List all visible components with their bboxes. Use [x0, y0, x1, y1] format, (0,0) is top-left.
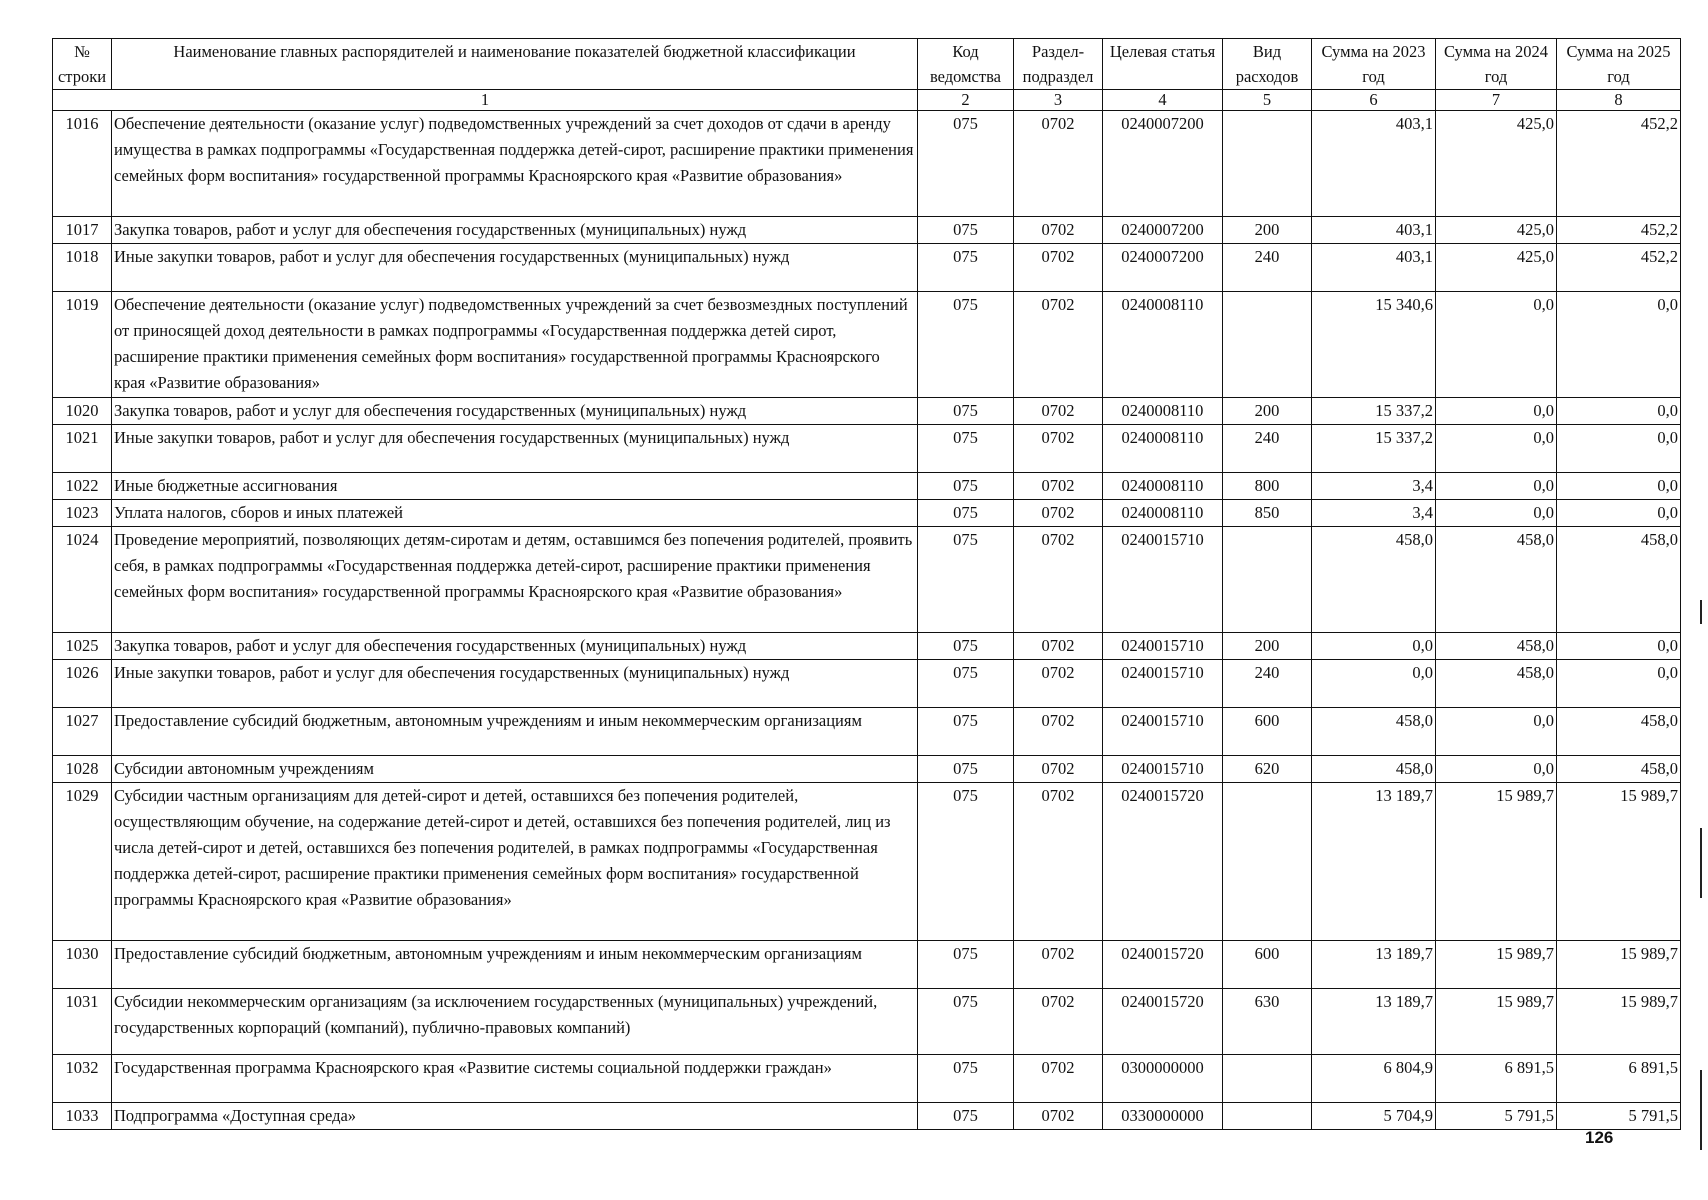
row-target: 0240015720 [1103, 989, 1223, 1055]
row-section: 0702 [1014, 425, 1103, 473]
row-sum-2024: 425,0 [1436, 244, 1557, 292]
row-sum-2025: 15 989,7 [1557, 941, 1681, 989]
row-kind [1223, 527, 1312, 633]
table-row [53, 292, 1681, 398]
row-number: 1026 [53, 660, 112, 708]
column-number: 5 [1223, 90, 1312, 111]
row-target: 0240015720 [1103, 783, 1223, 941]
row-sum-2024: 458,0 [1436, 527, 1557, 633]
row-sum-2023: 0,0 [1312, 660, 1436, 708]
row-sum-2024: 458,0 [1436, 660, 1557, 708]
table-row [53, 1103, 1681, 1130]
row-sum-2023: 403,1 [1312, 111, 1436, 217]
row-sum-2025: 0,0 [1557, 660, 1681, 708]
row-dept-code: 075 [918, 500, 1014, 527]
row-target: 0330000000 [1103, 1103, 1223, 1130]
row-number: 1019 [53, 292, 112, 398]
page-number: 126 [1585, 1128, 1614, 1147]
row-section: 0702 [1014, 500, 1103, 527]
scan-edge-mark [1700, 1070, 1702, 1150]
row-number: 1016 [53, 111, 112, 217]
row-sum-2025: 5 791,5 [1557, 1103, 1681, 1130]
row-name: Проведение мероприятий, позволяющих детям-сиротам и детям, оставшимся без попечения родителей, проявить себя, в рамках подпрограммы «Государственная поддержка детей-сирот, расширение практики применения семейных форм воспитания» государственной программы Красноярского края «Развитие образования» [112, 527, 918, 633]
row-dept-code: 075 [918, 989, 1014, 1055]
row-sum-2024: 458,0 [1436, 633, 1557, 660]
header-row-no: № строки [53, 39, 112, 90]
row-number: 1021 [53, 425, 112, 473]
row-kind: 850 [1223, 500, 1312, 527]
row-dept-code: 075 [918, 1103, 1014, 1130]
table-row [53, 217, 1681, 244]
row-target: 0240008110 [1103, 292, 1223, 398]
row-sum-2024: 0,0 [1436, 500, 1557, 527]
row-name: Иные закупки товаров, работ и услуг для обеспечения государственных (муниципальных) нужд [112, 244, 918, 292]
row-sum-2023: 13 189,7 [1312, 989, 1436, 1055]
row-target: 0240015710 [1103, 660, 1223, 708]
row-sum-2025: 0,0 [1557, 398, 1681, 425]
row-section: 0702 [1014, 989, 1103, 1055]
row-sum-2023: 3,4 [1312, 473, 1436, 500]
row-number: 1030 [53, 941, 112, 989]
row-dept-code: 075 [918, 756, 1014, 783]
row-dept-code: 075 [918, 111, 1014, 217]
row-number: 1020 [53, 398, 112, 425]
row-target: 0240008110 [1103, 500, 1223, 527]
row-target: 0240008110 [1103, 473, 1223, 500]
row-dept-code: 075 [918, 292, 1014, 398]
row-sum-2024: 0,0 [1436, 425, 1557, 473]
row-name: Уплата налогов, сборов и иных платежей [112, 500, 918, 527]
table-row [53, 425, 1681, 473]
row-sum-2024: 0,0 [1436, 398, 1557, 425]
row-dept-code: 075 [918, 708, 1014, 756]
row-sum-2023: 458,0 [1312, 527, 1436, 633]
row-number: 1028 [53, 756, 112, 783]
scan-edge-mark [1700, 828, 1702, 898]
table-row [53, 989, 1681, 1055]
row-section: 0702 [1014, 473, 1103, 500]
row-sum-2023: 15 337,2 [1312, 398, 1436, 425]
row-dept-code: 075 [918, 941, 1014, 989]
row-target: 0240007200 [1103, 217, 1223, 244]
row-sum-2024: 0,0 [1436, 708, 1557, 756]
row-number: 1017 [53, 217, 112, 244]
row-target: 0240015710 [1103, 708, 1223, 756]
table-row [53, 941, 1681, 989]
row-sum-2023: 15 340,6 [1312, 292, 1436, 398]
row-name: Иные закупки товаров, работ и услуг для обеспечения государственных (муниципальных) нужд [112, 660, 918, 708]
row-sum-2025: 452,2 [1557, 111, 1681, 217]
row-dept-code: 075 [918, 783, 1014, 941]
row-sum-2023: 15 337,2 [1312, 425, 1436, 473]
row-target: 0240008110 [1103, 398, 1223, 425]
table-row [53, 111, 1681, 217]
row-sum-2025: 458,0 [1557, 527, 1681, 633]
row-dept-code: 075 [918, 1055, 1014, 1103]
column-number: 2 [918, 90, 1014, 111]
row-dept-code: 075 [918, 425, 1014, 473]
row-number: 1029 [53, 783, 112, 941]
row-sum-2023: 3,4 [1312, 500, 1436, 527]
row-kind: 240 [1223, 244, 1312, 292]
row-kind: 600 [1223, 941, 1312, 989]
header-sum-2024: Сумма на 2024 год [1436, 39, 1557, 90]
row-section: 0702 [1014, 292, 1103, 398]
row-sum-2024: 0,0 [1436, 473, 1557, 500]
row-sum-2023: 458,0 [1312, 708, 1436, 756]
row-target: 0240007200 [1103, 244, 1223, 292]
row-number: 1023 [53, 500, 112, 527]
row-sum-2023: 458,0 [1312, 756, 1436, 783]
row-sum-2025: 0,0 [1557, 292, 1681, 398]
row-sum-2025: 0,0 [1557, 633, 1681, 660]
row-name: Закупка товаров, работ и услуг для обеспечения государственных (муниципальных) нужд [112, 633, 918, 660]
header-sum-2023: Сумма на 2023 год [1312, 39, 1436, 90]
row-dept-code: 075 [918, 473, 1014, 500]
row-dept-code: 075 [918, 633, 1014, 660]
table-row [53, 633, 1681, 660]
header-name: Наименование главных распорядителей и наименование показателей бюджетной классификации [112, 39, 918, 90]
row-sum-2025: 458,0 [1557, 756, 1681, 783]
row-sum-2024: 0,0 [1436, 756, 1557, 783]
row-kind: 200 [1223, 633, 1312, 660]
header-kind: Вид расходов [1223, 39, 1312, 90]
column-number: 7 [1436, 90, 1557, 111]
row-section: 0702 [1014, 111, 1103, 217]
row-section: 0702 [1014, 756, 1103, 783]
row-sum-2024: 15 989,7 [1436, 783, 1557, 941]
row-name: Субсидии автономным учреждениям [112, 756, 918, 783]
row-kind: 200 [1223, 398, 1312, 425]
row-sum-2023: 6 804,9 [1312, 1055, 1436, 1103]
row-name: Предоставление субсидий бюджетным, автономным учреждениям и иным некоммерческим организациям [112, 708, 918, 756]
row-sum-2024: 5 791,5 [1436, 1103, 1557, 1130]
row-name: Субсидии некоммерческим организациям (за исключением государственных (муниципальных) учреждений, государственных корпораций (компаний), публично-правовых компаний) [112, 989, 918, 1055]
column-number: 4 [1103, 90, 1223, 111]
row-kind: 240 [1223, 425, 1312, 473]
row-dept-code: 075 [918, 660, 1014, 708]
row-section: 0702 [1014, 783, 1103, 941]
row-dept-code: 075 [918, 527, 1014, 633]
row-name: Субсидии частным организациям для детей-сирот и детей, оставшихся без попечения родителей, осуществляющим обучение, на содержание детей-сирот и детей, оставшихся без попечения родителей, лиц из числа детей-сирот и детей, оставшихся без попечения родителей, в рамках подпрограммы «Государственная поддержка детей-сирот, расширение практики применения семейных форм воспитания» государственной программы Красноярского края «Развитие образования» [112, 783, 918, 941]
row-kind: 240 [1223, 660, 1312, 708]
table-row [53, 244, 1681, 292]
row-sum-2023: 5 704,9 [1312, 1103, 1436, 1130]
row-number: 1018 [53, 244, 112, 292]
row-section: 0702 [1014, 217, 1103, 244]
table-row [53, 783, 1681, 941]
row-section: 0702 [1014, 633, 1103, 660]
table-row [53, 398, 1681, 425]
column-number: 3 [1014, 90, 1103, 111]
row-sum-2023: 403,1 [1312, 244, 1436, 292]
row-kind [1223, 1103, 1312, 1130]
table-row [53, 527, 1681, 633]
row-number: 1027 [53, 708, 112, 756]
row-sum-2025: 452,2 [1557, 244, 1681, 292]
header-row [53, 39, 1681, 90]
header-sum-2025: Сумма на 2025 год [1557, 39, 1681, 90]
header-dept-code: Код ведомства [918, 39, 1014, 90]
row-name: Обеспечение деятельности (оказание услуг) подведомственных учреждений за счет доходов от сдачи в аренду имущества в рамках подпрограммы «Государственная поддержка детей-сирот, расширение практики применения семейных форм воспитания» государственной программы Красноярского края «Развитие образования» [112, 111, 918, 217]
row-number: 1031 [53, 989, 112, 1055]
row-sum-2025: 0,0 [1557, 473, 1681, 500]
row-number: 1032 [53, 1055, 112, 1103]
row-section: 0702 [1014, 244, 1103, 292]
column-number: 8 [1557, 90, 1681, 111]
row-name: Иные бюджетные ассигнования [112, 473, 918, 500]
row-name: Обеспечение деятельности (оказание услуг) подведомственных учреждений за счет безвозмездных поступлений от приносящей доход деятельности в рамках подпрограммы «Государственная поддержка детей сирот, расширение практики применения семейных форм воспитания» государственной программы Красноярского края «Развитие образования» [112, 292, 918, 398]
row-sum-2024: 6 891,5 [1436, 1055, 1557, 1103]
row-section: 0702 [1014, 1055, 1103, 1103]
row-kind [1223, 1055, 1312, 1103]
row-name: Подпрограмма «Доступная среда» [112, 1103, 918, 1130]
row-sum-2025: 0,0 [1557, 425, 1681, 473]
column-number-row [53, 90, 1681, 111]
row-kind: 200 [1223, 217, 1312, 244]
row-sum-2024: 15 989,7 [1436, 941, 1557, 989]
row-dept-code: 075 [918, 217, 1014, 244]
row-target: 0240015710 [1103, 633, 1223, 660]
row-sum-2023: 13 189,7 [1312, 941, 1436, 989]
table-body [53, 111, 1681, 1130]
row-target: 0240007200 [1103, 111, 1223, 217]
table-row [53, 500, 1681, 527]
row-kind: 800 [1223, 473, 1312, 500]
column-number: 1 [53, 90, 918, 111]
row-sum-2025: 0,0 [1557, 500, 1681, 527]
row-kind [1223, 783, 1312, 941]
budget-table [52, 38, 1681, 1130]
column-number: 6 [1312, 90, 1436, 111]
row-sum-2025: 458,0 [1557, 708, 1681, 756]
table-row [53, 660, 1681, 708]
row-number: 1025 [53, 633, 112, 660]
row-name: Предоставление субсидий бюджетным, автономным учреждениям и иным некоммерческим организациям [112, 941, 918, 989]
row-sum-2025: 15 989,7 [1557, 783, 1681, 941]
row-kind: 630 [1223, 989, 1312, 1055]
row-section: 0702 [1014, 398, 1103, 425]
scan-edge-mark [1700, 600, 1702, 624]
row-sum-2025: 452,2 [1557, 217, 1681, 244]
row-sum-2024: 425,0 [1436, 217, 1557, 244]
row-target: 0240015710 [1103, 527, 1223, 633]
row-dept-code: 075 [918, 398, 1014, 425]
row-section: 0702 [1014, 527, 1103, 633]
row-target: 0240015710 [1103, 756, 1223, 783]
row-name: Закупка товаров, работ и услуг для обеспечения государственных (муниципальных) нужд [112, 217, 918, 244]
row-kind [1223, 292, 1312, 398]
row-name: Государственная программа Красноярского края «Развитие системы социальной поддержки граждан» [112, 1055, 918, 1103]
header-target: Целевая статья [1103, 39, 1223, 90]
table-row [53, 756, 1681, 783]
row-target: 0240015720 [1103, 941, 1223, 989]
row-sum-2025: 15 989,7 [1557, 989, 1681, 1055]
header-section: Раздел-подраздел [1014, 39, 1103, 90]
row-dept-code: 075 [918, 244, 1014, 292]
table-row [53, 708, 1681, 756]
table-row [53, 473, 1681, 500]
row-section: 0702 [1014, 660, 1103, 708]
row-sum-2023: 0,0 [1312, 633, 1436, 660]
row-kind [1223, 111, 1312, 217]
row-kind: 600 [1223, 708, 1312, 756]
row-section: 0702 [1014, 941, 1103, 989]
row-target: 0240008110 [1103, 425, 1223, 473]
row-target: 0300000000 [1103, 1055, 1223, 1103]
table-row [53, 1055, 1681, 1103]
row-sum-2024: 425,0 [1436, 111, 1557, 217]
row-kind: 620 [1223, 756, 1312, 783]
row-number: 1022 [53, 473, 112, 500]
row-sum-2024: 15 989,7 [1436, 989, 1557, 1055]
row-sum-2023: 13 189,7 [1312, 783, 1436, 941]
row-number: 1024 [53, 527, 112, 633]
row-name: Иные закупки товаров, работ и услуг для обеспечения государственных (муниципальных) нужд [112, 425, 918, 473]
row-sum-2024: 0,0 [1436, 292, 1557, 398]
row-sum-2025: 6 891,5 [1557, 1055, 1681, 1103]
row-section: 0702 [1014, 1103, 1103, 1130]
row-sum-2023: 403,1 [1312, 217, 1436, 244]
row-number: 1033 [53, 1103, 112, 1130]
row-name: Закупка товаров, работ и услуг для обеспечения государственных (муниципальных) нужд [112, 398, 918, 425]
row-section: 0702 [1014, 708, 1103, 756]
